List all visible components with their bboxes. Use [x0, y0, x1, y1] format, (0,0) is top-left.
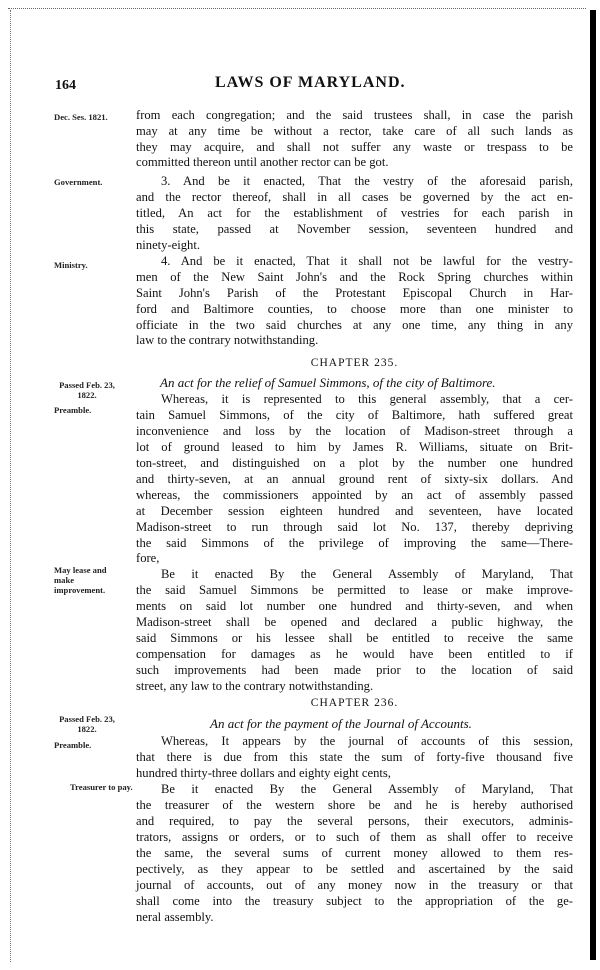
text-line: inconvenience and loss by the location of Madison-street through a: [136, 424, 573, 438]
running-title: LAWS OF MARYLAND.: [215, 74, 406, 91]
margin-note-ministry: Ministry.: [54, 260, 88, 270]
page-top-edge: [8, 8, 586, 23]
chapter-heading: CHAPTER 235.: [310, 357, 399, 369]
text-line: said Simmons or his lessee shall be entitled to receive the same: [136, 631, 573, 645]
text-line: Whereas, it is represented to this general assembly, that a cer-: [161, 392, 573, 406]
text-line: pectively, as they appear to be settled and ascertained by the said: [136, 862, 573, 876]
text-line: Be it enacted By the General Assembly of Maryland, That: [161, 782, 573, 796]
text-line: Be it enacted By the General Assembly of Maryland, That: [161, 567, 573, 581]
text-line: from each congregation; and the said trustees shall, in case the parish: [136, 108, 573, 122]
text-line: they may acquire, and shall not suffer any waste or trespass to be: [136, 140, 573, 154]
text-line: street, any law to the contrary notwithstanding.: [136, 679, 374, 693]
text-line: committed thereon until another rector can be got.: [136, 155, 389, 169]
text-line: officiate in the two said churches at any one time, any thing in any: [136, 318, 573, 332]
page-right-border: [590, 10, 596, 960]
text-line: whereas, the commissioners appointed by an act of assembly passed: [136, 488, 573, 502]
text-line: ton-street, and distinguished on a plot by the number one hundred: [136, 456, 573, 470]
text-line: Madison-street to run through said lot No. 137, thereby depriving: [136, 520, 573, 534]
book-spine-edge: [10, 10, 15, 962]
text-line: Whereas, It appears by the journal of accounts of this session,: [161, 734, 573, 748]
margin-note-treasurer: Treasurer to pay.: [70, 782, 133, 792]
text-line: tain Samuel Simmons, of the city of Baltimore, hath suffered great: [136, 408, 573, 422]
text-line: and the rector thereof, shall in all cases be governed by the act en-: [136, 190, 573, 204]
margin-note-passed: Passed Feb. 23, 1822.: [59, 380, 115, 400]
text-line: hundred thirty-three dollars and eighty eight cents,: [136, 766, 391, 780]
text-line: Madison-street shall be opened and declared a public highway, the: [136, 615, 573, 629]
text-line: titled, An act for the establishment of vestries for each parish in: [136, 206, 573, 220]
text-line: the treasurer of the western shore be and he is hereby authorised: [136, 798, 573, 812]
text-line: ments on said lot number one hundred and thirty-seven, and when: [136, 599, 573, 613]
text-line: shall come into the treasury subject to the appropriation of the ge-: [136, 894, 573, 908]
margin-note-passed: Passed Feb. 23, 1822.: [59, 714, 115, 734]
act-title: An act for the relief of Samuel Simmons, of the city of Baltimore.: [160, 375, 496, 390]
text-line: fore,: [136, 551, 160, 565]
page-number: 164: [55, 78, 76, 93]
text-line: journal of accounts, out of any money now in the treasury or that: [136, 878, 573, 892]
text-line: this state, passed at November session, seventeen hundred and: [136, 222, 573, 236]
text-line: 3. And be it enacted, That the vestry of the aforesaid parish,: [161, 174, 573, 188]
text-line: 4. And be it enacted, That it shall not be lawful for the vestry-: [161, 254, 573, 268]
text-line: such improvements had been made prior to the location of said: [136, 663, 573, 677]
text-line: trators, assigns or orders, or to such of them as shall offer to receive: [136, 830, 573, 844]
text-line: that there is due from this state the sum of forty-five thousand five: [136, 750, 573, 764]
text-line: may at any time be without a rector, take care of all such lands as: [136, 124, 573, 138]
margin-note-government: Government.: [54, 177, 103, 187]
text-line: law to the contrary notwithstanding.: [136, 333, 319, 347]
text-line: ninety-eight.: [136, 238, 201, 252]
text-line: the said Samuel Simmons be permitted to lease or make improve-: [136, 583, 573, 597]
text-line: and thirty-seven, at an annual ground rent of sixty-six dollars. And: [136, 472, 573, 486]
text-line: the same, the several sums of current money allowed to them res-: [136, 846, 573, 860]
text-line: at December session eighteen hundred and seventeen, have located: [136, 504, 573, 518]
margin-note-preamble: Preamble.: [54, 405, 92, 415]
text-line: compensation for damages as he would have been entitled to if: [136, 647, 573, 661]
text-line: and required, to pay the several persons, their executors, adminis-: [136, 814, 573, 828]
chapter-heading: CHAPTER 236.: [310, 697, 399, 709]
margin-note-preamble: Preamble.: [54, 740, 92, 750]
margin-note-lease: May lease and make improvement.: [54, 565, 107, 595]
margin-note-session: Dec. Ses. 1821.: [54, 112, 108, 122]
text-line: neral assembly.: [136, 910, 214, 924]
text-line: ford and Baltimore counties, to choose more than one minister to: [136, 302, 573, 316]
text-line: Saint John's Parish of the Protestant Episcopal Church in Har-: [136, 286, 573, 300]
text-line: lot of ground leased to him by James R. Williams, situate on Brit-: [136, 440, 573, 454]
text-line: men of the New Saint John's and the Rock Spring churches within: [136, 270, 573, 284]
act-title: An act for the payment of the Journal of Accounts.: [210, 716, 472, 731]
page-header: [55, 74, 580, 98]
text-line: the said Simmons of the privilege of improving the same—There-: [136, 536, 573, 550]
